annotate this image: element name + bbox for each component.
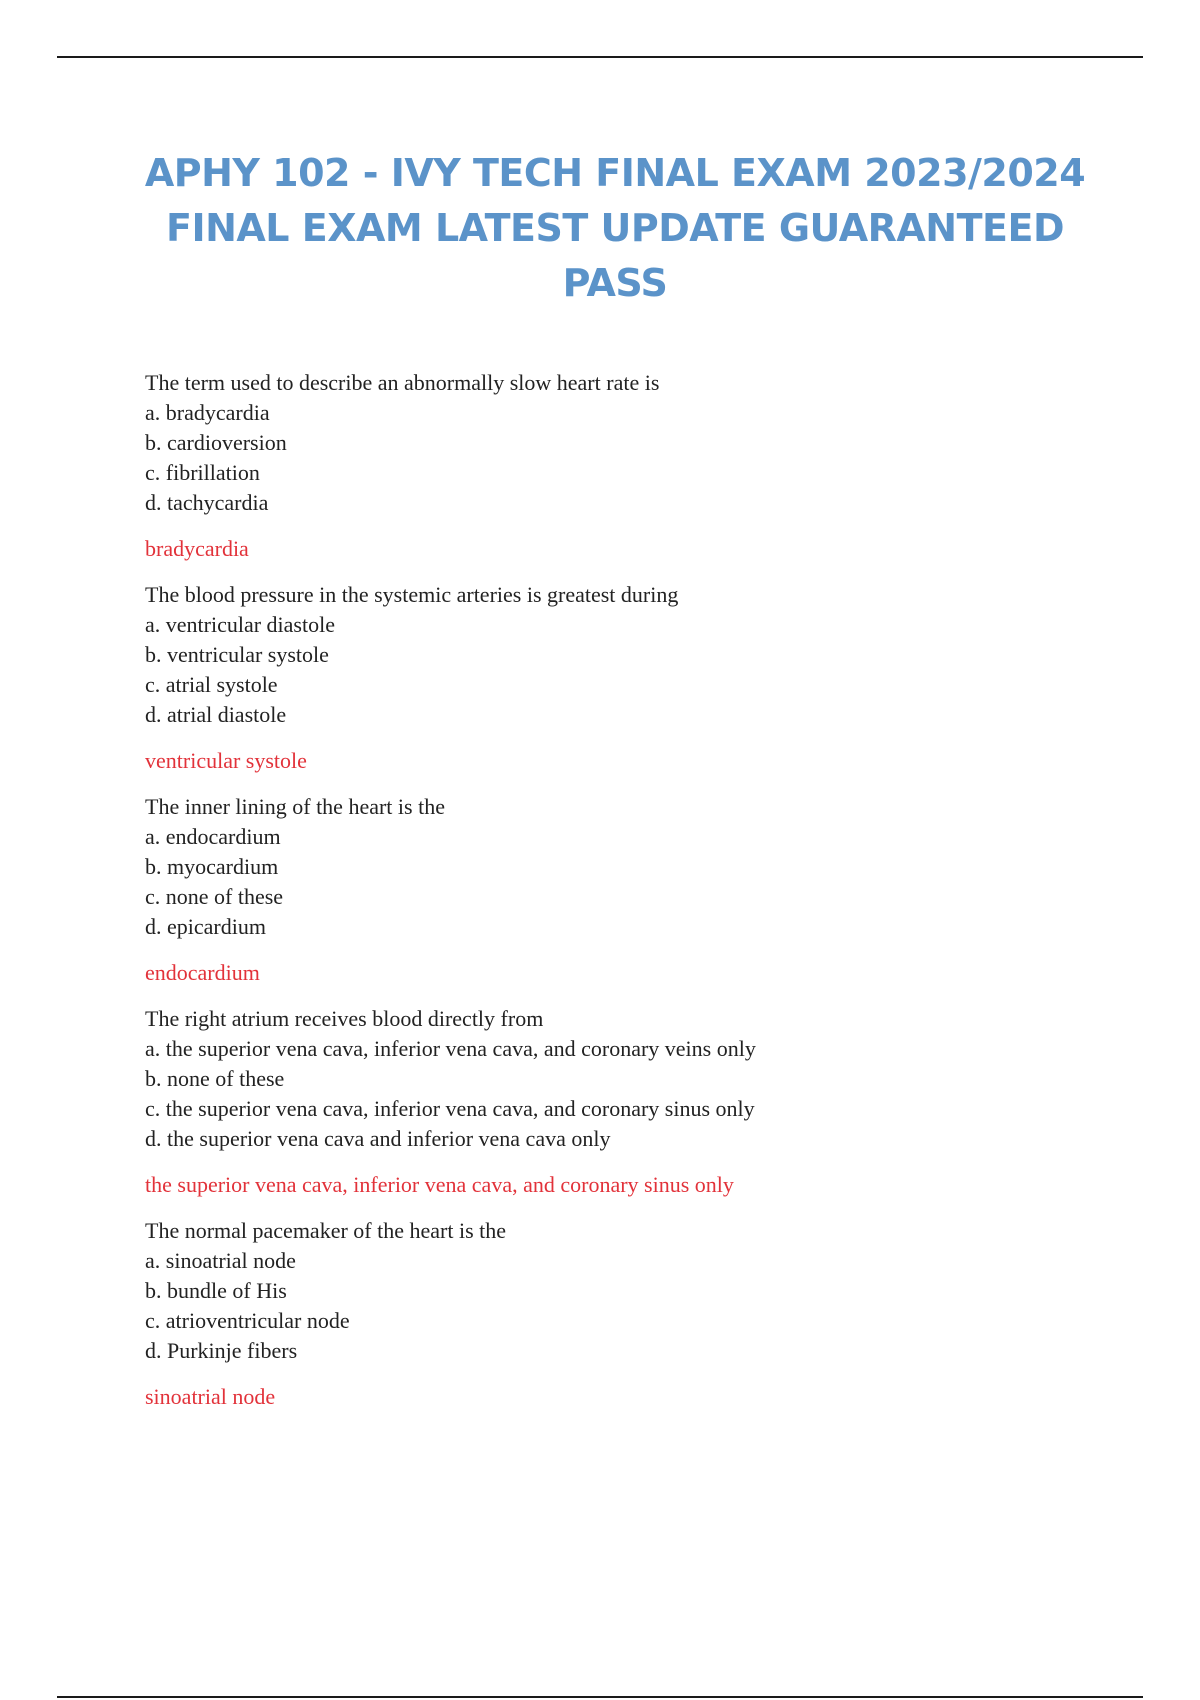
question-stem: The right atrium receives blood directly from [145,1006,544,1031]
title-line: PASS [562,261,668,305]
option-c: c. fibrillation [145,460,260,485]
title-line: APHY 102 - IVY TECH FINAL EXAM 2023/2024 [144,151,1086,195]
question-stem: The normal pacemaker of the heart is the [145,1218,507,1243]
option-c: c. the superior vena cava, inferior vena cava, and coronary sinus only [145,1096,755,1121]
answer-text: ventricular systole [145,748,307,773]
question-stem: The blood pressure in the systemic arteries is greatest during [145,582,679,607]
option-a: a. ventricular diastole [145,612,335,637]
option-a: a. sinoatrial node [145,1248,296,1273]
option-b: b. ventricular systole [145,642,329,667]
option-d: d. epicardium [145,914,266,939]
answer-text: the superior vena cava, inferior vena cava, and coronary sinus only [145,1172,734,1197]
option-a: a. endocardium [145,824,281,849]
question-block [145,1216,1105,1412]
header-rule [57,56,1143,58]
answer-text: sinoatrial node [145,1384,276,1409]
document-title [100,146,1130,311]
option-d: d. atrial diastole [145,702,287,727]
option-c: c. atrioventricular node [145,1308,350,1333]
option-b: b. myocardium [145,854,279,879]
option-b: b. none of these [145,1066,285,1091]
option-d: d. the superior vena cava and inferior vena cava only [145,1126,611,1151]
option-b: b. bundle of His [145,1278,287,1303]
answer-text: bradycardia [145,536,249,561]
option-c: c. none of these [145,884,284,909]
answer-text: endocardium [145,960,260,985]
question-block [145,1004,1105,1200]
option-a: a. the superior vena cava, inferior vena cava, and coronary veins only [145,1036,756,1061]
footer-rule [57,1696,1143,1698]
option-c: c. atrial systole [145,672,278,697]
question-block [145,792,1105,988]
option-a: a. bradycardia [145,400,270,425]
question-block [145,368,1105,564]
option-d: d. Purkinje fibers [145,1338,298,1363]
question-list [145,368,1105,1428]
question-block [145,580,1105,776]
title-line: FINAL EXAM LATEST UPDATE GUARANTEED [166,206,1064,250]
question-stem: The inner lining of the heart is the [145,794,445,819]
question-stem: The term used to describe an abnormally slow heart rate is [145,370,660,395]
option-b: b. cardioversion [145,430,287,455]
option-d: d. tachycardia [145,490,269,515]
